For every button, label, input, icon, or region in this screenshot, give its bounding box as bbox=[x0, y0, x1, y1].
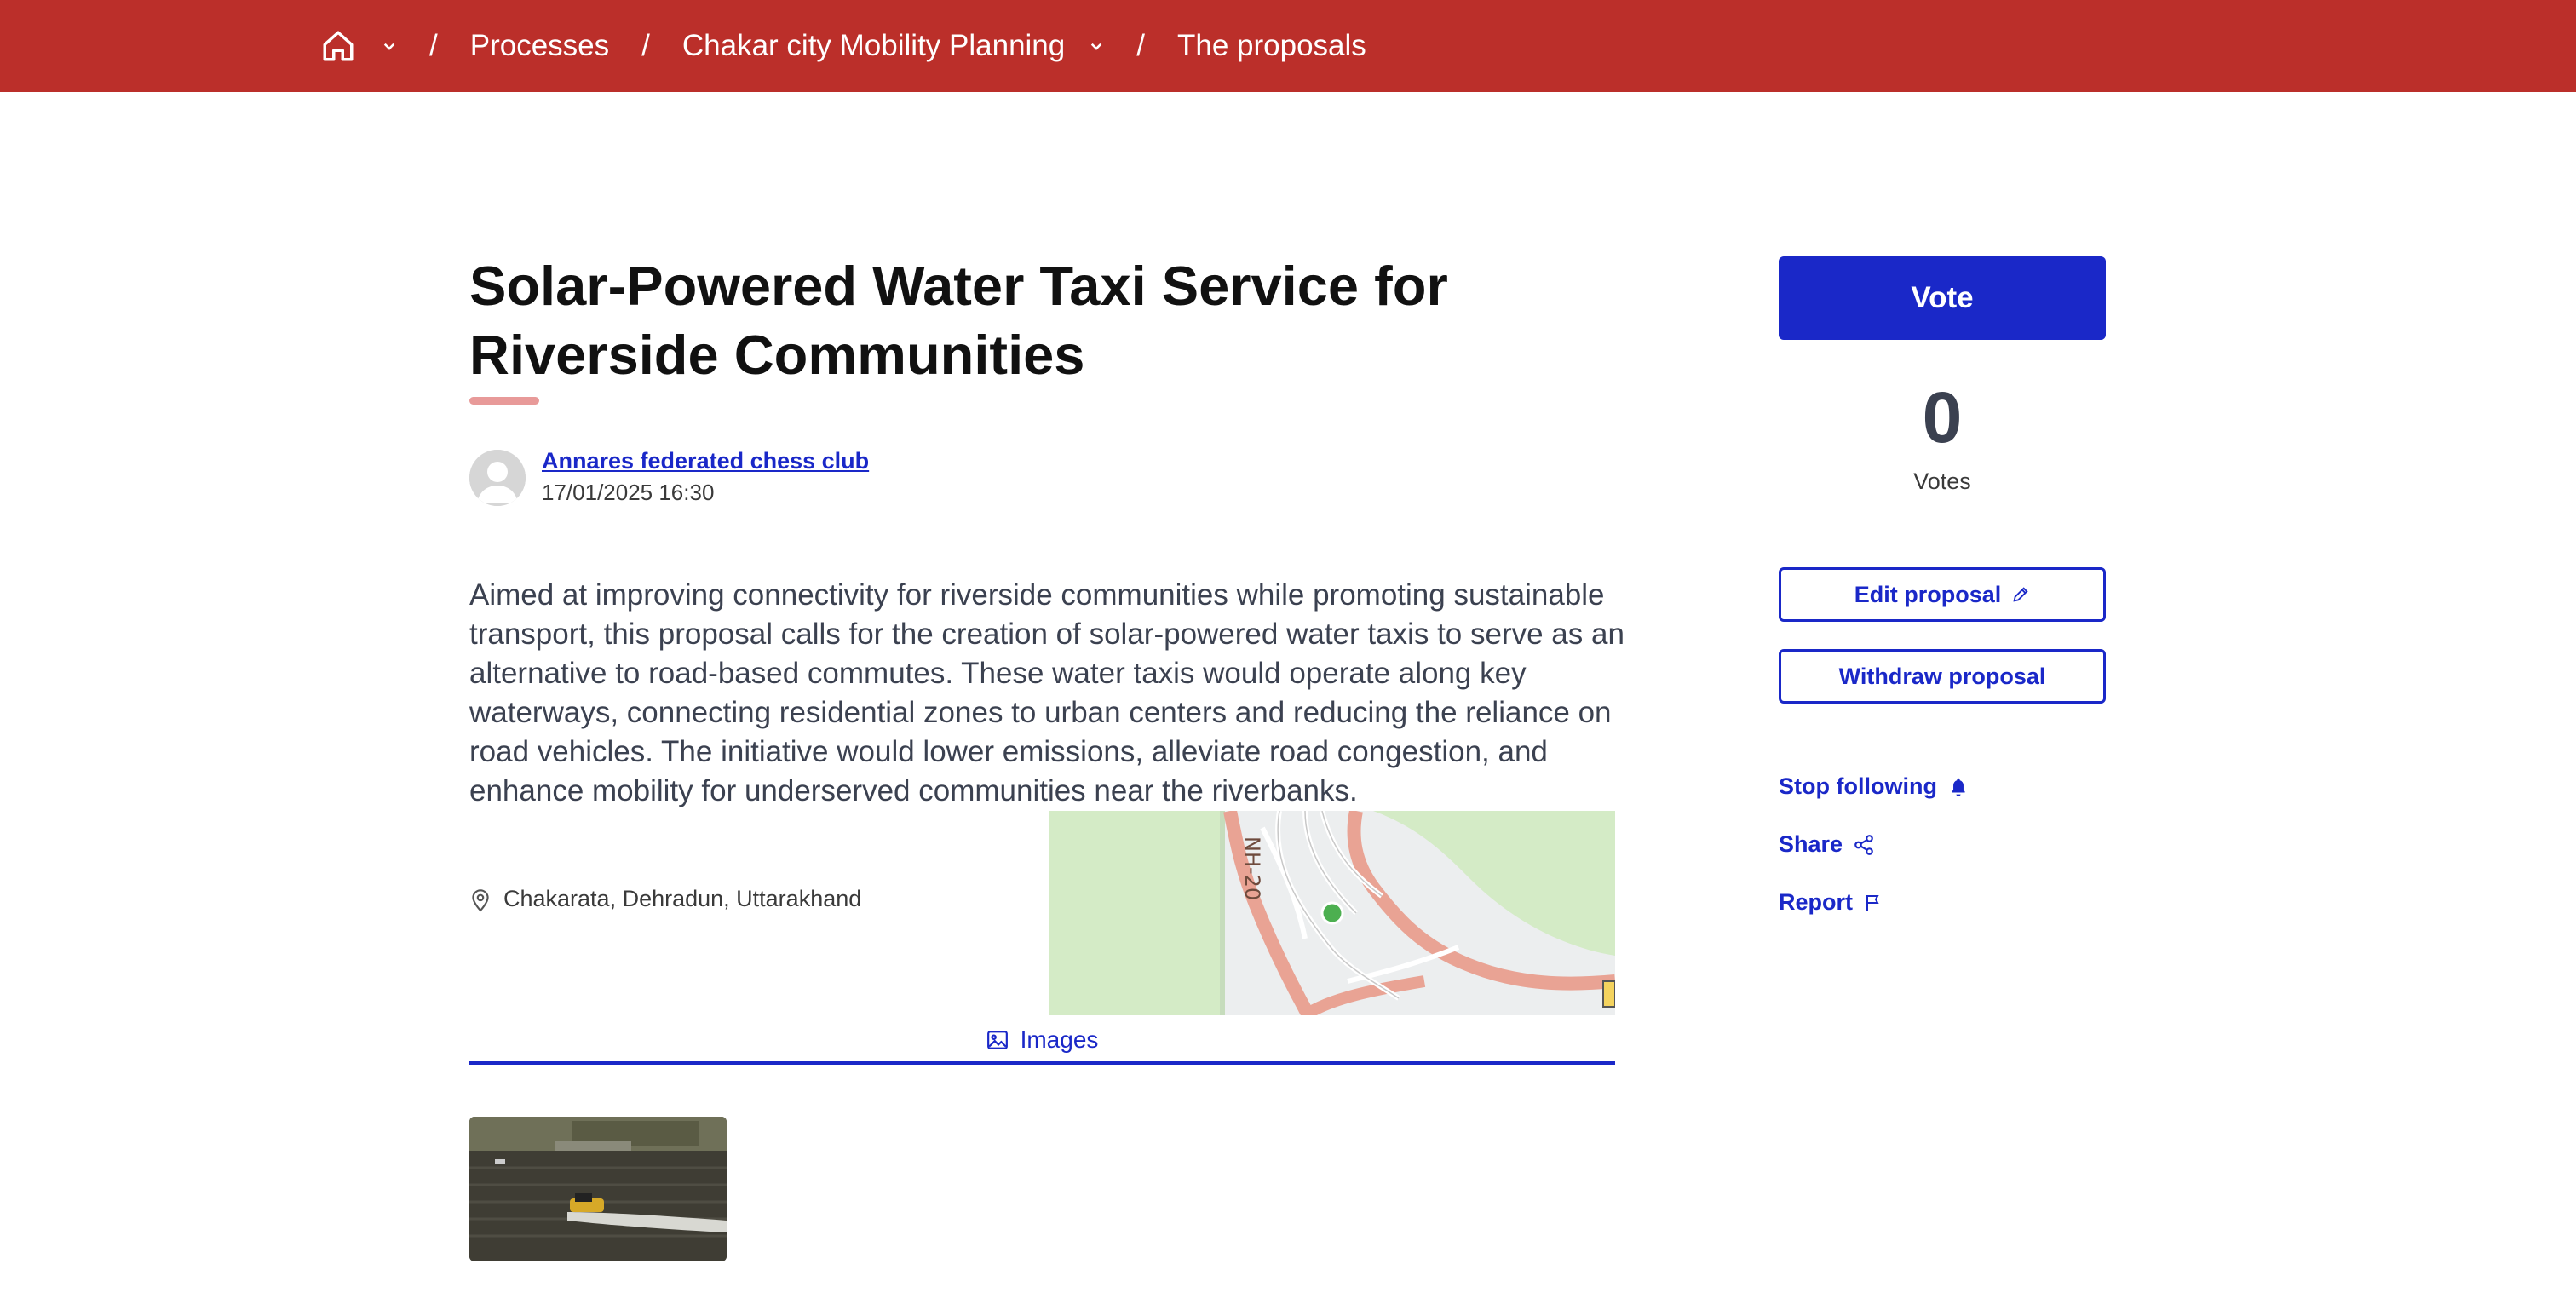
votes-label: Votes bbox=[1913, 468, 1971, 494]
avatar bbox=[469, 450, 526, 506]
breadcrumb-separator: / bbox=[1136, 29, 1145, 62]
location-address: Chakarata, Dehradun, Uttarakhand bbox=[503, 886, 862, 911]
location bbox=[469, 886, 861, 912]
breadcrumb-processes[interactable]: Processes bbox=[469, 29, 610, 62]
tab-images-label: Images bbox=[1020, 1026, 1099, 1053]
title-underline bbox=[469, 397, 539, 405]
stop-following-label: Stop following bbox=[1779, 773, 1937, 799]
map-road-label: NH-20 bbox=[1240, 836, 1264, 901]
withdraw-proposal-button[interactable] bbox=[1779, 649, 2106, 704]
proposal-body: Aimed at improving connectivity for riverside communities while promoting sustainable transport, this proposal calls for the creation of solar-powered water taxis to serve as an alternative to road-based commutes. These water taxis would operate along key waterways, connecting residential zones to urban centers and reducing the reliance on road vehicles. The initiative would lower emissions, alleviate road congestion, and enhance mobility for underserved communities near the riverbanks. bbox=[469, 578, 1624, 807]
report-label: Report bbox=[1779, 889, 1853, 915]
share-link[interactable] bbox=[1779, 831, 1875, 858]
share-icon bbox=[1853, 834, 1875, 856]
share-label: Share bbox=[1779, 831, 1843, 857]
stop-following-link[interactable] bbox=[1779, 773, 1969, 800]
proposal-image-thumbnail[interactable] bbox=[469, 1117, 727, 1261]
location-map[interactable] bbox=[1049, 811, 1615, 1015]
withdraw-proposal-label: Withdraw proposal bbox=[1838, 663, 2046, 689]
breadcrumb-process-name[interactable]: Chakar city Mobility Planning bbox=[681, 29, 1066, 62]
vote-count: 0 bbox=[1922, 377, 1963, 457]
edit-proposal-label: Edit proposal bbox=[1854, 581, 2002, 607]
breadcrumb-separator: / bbox=[429, 29, 438, 62]
tab-images[interactable] bbox=[469, 1019, 1615, 1065]
image-icon bbox=[986, 1030, 1009, 1050]
breadcrumb-proposals[interactable]: The proposals bbox=[1176, 29, 1366, 62]
chevron-down-icon[interactable] bbox=[1089, 38, 1104, 54]
vote-button[interactable]: Vote bbox=[1779, 256, 2106, 340]
top-bar bbox=[0, 0, 2576, 92]
publish-date: 17/01/2025 16:30 bbox=[542, 480, 715, 505]
home-icon[interactable] bbox=[320, 28, 356, 64]
chevron-down-icon[interactable] bbox=[382, 38, 397, 54]
report-link[interactable] bbox=[1779, 889, 1883, 916]
proposal-title: Solar-Powered Water Taxi Service for Riverside Communities bbox=[469, 255, 1448, 386]
breadcrumb bbox=[320, 0, 1366, 92]
home-link[interactable] bbox=[320, 28, 397, 64]
pencil-icon bbox=[2011, 585, 2030, 604]
bell-icon bbox=[1947, 776, 1969, 798]
map-pin-icon bbox=[469, 887, 492, 912]
edit-proposal-button[interactable] bbox=[1779, 567, 2106, 622]
author-name-link[interactable]: Annares federated chess club bbox=[542, 448, 870, 474]
breadcrumb-separator: / bbox=[641, 29, 650, 62]
flag-icon bbox=[1863, 892, 1883, 914]
